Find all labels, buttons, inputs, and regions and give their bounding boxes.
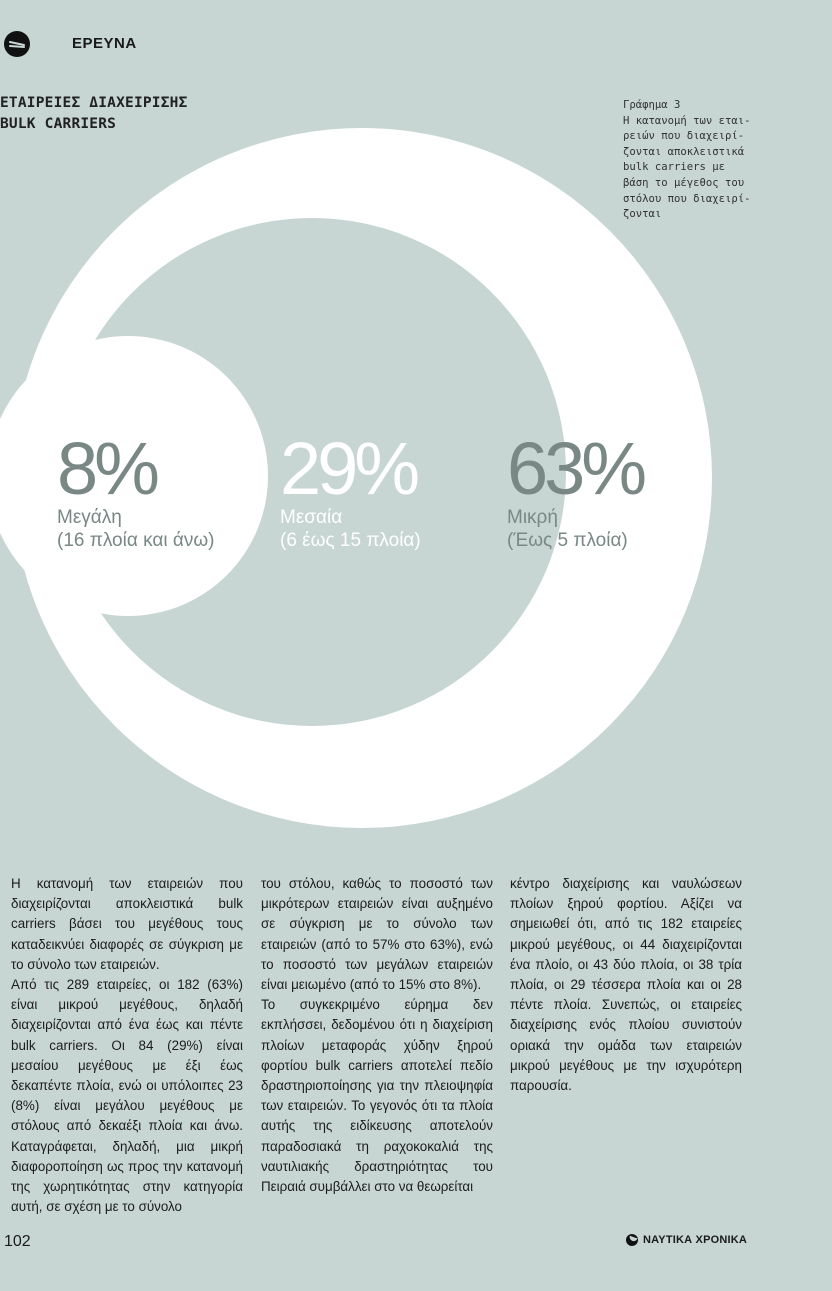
name-medium: Μεσαία bbox=[280, 507, 343, 528]
body-column-1 bbox=[11, 874, 243, 1217]
brand-icon bbox=[626, 1234, 638, 1246]
section-title: ΕΡΕΥΝΑ bbox=[72, 35, 137, 52]
page-number: 102 bbox=[4, 1233, 31, 1250]
brand-logo bbox=[626, 1234, 747, 1246]
pct-large: 8% bbox=[57, 427, 156, 510]
paragraph: του στόλου, καθώς το ποσοστό των μικρότερων εταιρειών είναι αυξημένο σε σύγκριση με το σύνολο των εταιρειών (από το 57% στο 63%), ενώ το ποσοστό των μεγάλων εταιρειών είναι μειωμένο (από το 15% στο 8%). bbox=[261, 876, 493, 993]
paragraph: Το συγκεκριμένο εύρημα δεν εκπλήσσει, δεδομένου ότι η διαχείριση πλοίων μεταφοράς χύδην ξηρού φορτίου bulk carriers αποτελεί πεδίο δραστηριοποίησης για την πλειοψηφία των εταιρειών. Το γεγονός ότι τα πλοία αυτής της ειδίκευσης αποτελούν παραδοσιακά τη ραχοκοκαλιά της ναυτιλιακής δραστηριότητας του Πειραιά συμβάλλει στο να θεωρείται bbox=[261, 997, 493, 1195]
label-small bbox=[507, 427, 644, 552]
chart-caption bbox=[623, 98, 773, 223]
paragraph: Από τις 289 εταιρείες, οι 182 (63%) είναι μικρού μεγέθους, δηλαδή διαχειρίζονται από ένα έως και πέντε bulk carriers. Οι 84 (29%) είναι μεσαίου μεγέθους με έξι έως δεκαπέντε πλοία, ενώ οι υπόλοιπες 23 (8%) είναι μεγάλου μεγέθους με στόλους από δεκαέξι πλοία και άνω. Καταγράφεται, δηλαδή, μια μικρή διαφοροποίηση ως προς την κατανομή της χωρητικότητας στην κατηγορία αυτή, σε σχέση με το σύνολο bbox=[11, 977, 243, 1215]
caption-line: ρειών που διαχειρί- bbox=[623, 130, 745, 143]
caption-line: ζονται αποκλειστικά bbox=[623, 145, 745, 158]
caption-line: βάση το μέγεθος του bbox=[623, 176, 745, 189]
detail-large: (16 πλοία και άνω) bbox=[57, 530, 215, 551]
name-small: Μικρή bbox=[507, 507, 558, 528]
detail-small: (Έως 5 πλοία) bbox=[507, 530, 628, 551]
body-column-3 bbox=[510, 874, 742, 1096]
pct-medium: 29% bbox=[280, 427, 417, 510]
paragraph: Η κατανομή των εταιρειών που διαχειρίζονται αποκλειστικά bulk carriers βάσει του μεγέθους τους καταδεικνύει διαφορές σε σύγκριση με το σύνολο των εταιρειών. bbox=[11, 876, 243, 972]
brand-name: ΝΑΥΤΙΚΑ ΧΡΟΝΙΚΑ bbox=[643, 1234, 748, 1246]
label-medium bbox=[280, 427, 421, 552]
caption-line: στόλου που διαχειρί- bbox=[623, 192, 751, 205]
caption-line: Γράφημα 3 bbox=[623, 99, 681, 111]
chart-title: ΕΤΑΙΡΕΙΕΣ ΔΙΑΧΕΙΡΙΣΗΣ BULK CARRIERS bbox=[0, 95, 188, 132]
detail-medium: (6 έως 15 πλοία) bbox=[280, 530, 421, 551]
label-large bbox=[57, 427, 215, 552]
caption-line: bulk carriers με bbox=[623, 161, 726, 174]
pct-small: 63% bbox=[507, 427, 644, 510]
name-large: Μεγάλη bbox=[57, 507, 122, 528]
body-column-2 bbox=[261, 874, 493, 1197]
caption-line: ζονται bbox=[623, 208, 662, 221]
paragraph: κέντρο διαχείρισης και ναυλώσεων πλοίων ξηρού φορτίου. Αξίζει να σημειωθεί ότι, από τις 182 εταιρείες μικρού μεγέθους, οι 44 διαχειρίζονται ένα πλοίο, οι 43 δύο πλοία, οι 38 τρία πλοία, οι 29 τέσσερα πλοία και οι 28 πέντε πλοία. Συνεπώς, οι εταιρείες διαχείρισης ενός πλοίου συνιστούν οριακά την ομάδα των εταιρειών μικρού μεγέθους με την ισχυρότερη παρουσία. bbox=[510, 876, 742, 1094]
caption-line: Η κατανομή των εται- bbox=[623, 114, 751, 127]
